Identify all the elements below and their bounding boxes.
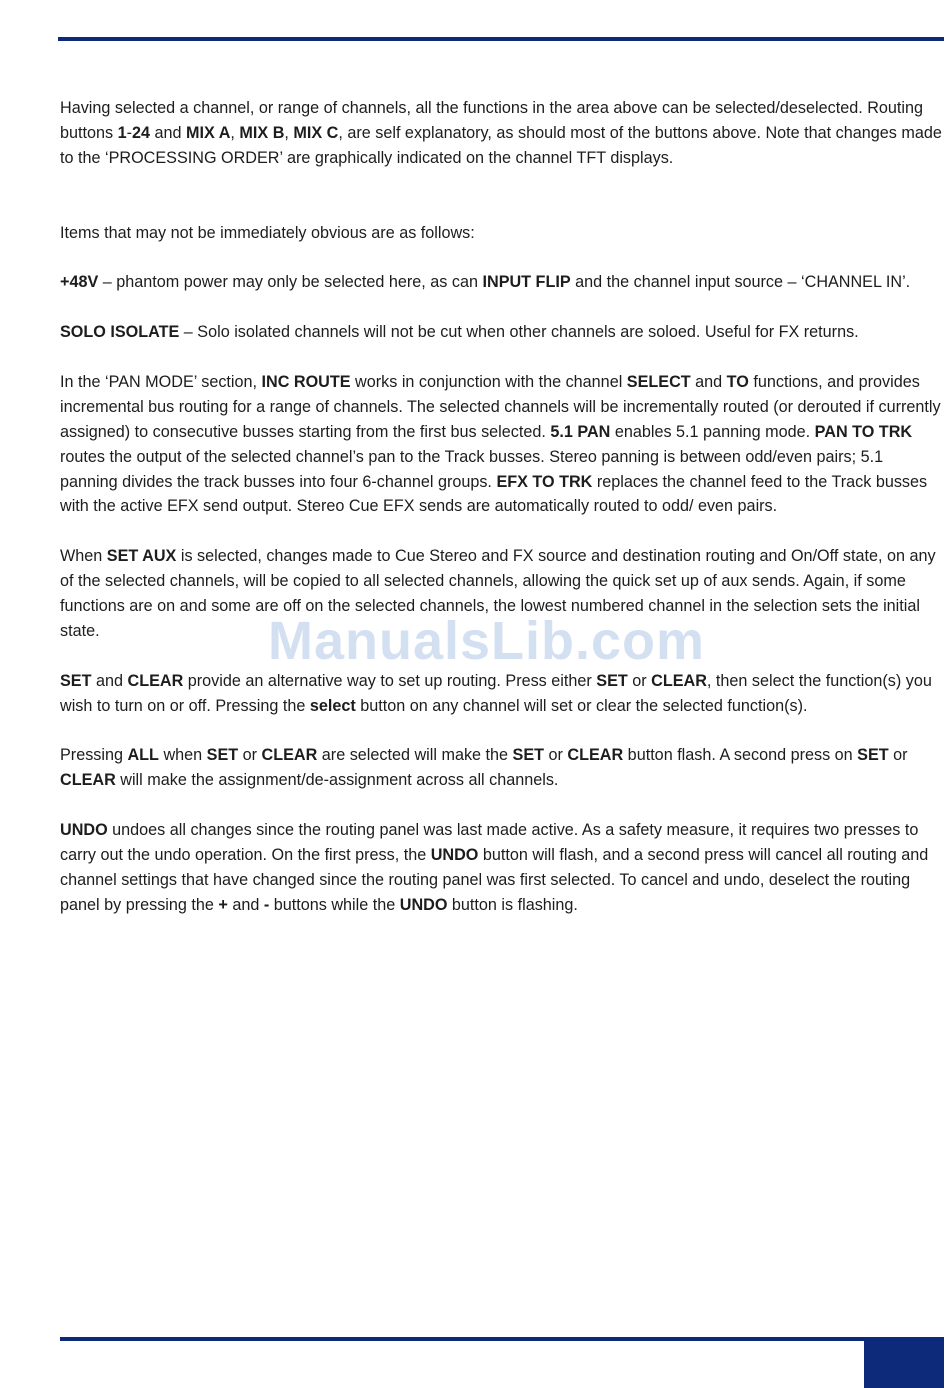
bold-term: SET: [512, 746, 545, 765]
text: , are self explanatory, as should most of the buttons above. Note that changes made to the ‘PROCESSING ORDER’ are graphically indicated on the channel TFT displays.: [60, 123, 942, 167]
paragraph-solo-isolate: [60, 320, 944, 345]
bold-term: 1: [117, 123, 127, 142]
bold-term: CLEAR: [127, 671, 184, 690]
text: button on any channel will set or clear the selected function(s).: [355, 696, 808, 715]
text: button flash. A second press on: [623, 746, 858, 765]
bold-term: UNDO: [399, 895, 448, 914]
text: or: [238, 746, 262, 765]
text: enables 5.1 panning mode.: [610, 422, 815, 441]
footer-rule: [60, 1337, 864, 1341]
bold-term: SET: [60, 671, 92, 690]
bold-term: CLEAR: [567, 746, 624, 765]
text: routes the output of the selected channel’s pan to the Track busses. Stereo panning is between odd/even pairs; 5.1 panning divides the track busses into four 6-channel groups.: [60, 447, 884, 491]
header-rule: [58, 37, 944, 41]
text: Items that may not be immediately obvious are as follows:: [60, 223, 475, 242]
text: and the channel input source – ‘CHANNEL IN’.: [570, 273, 911, 292]
paragraph-pan-mode: [60, 370, 944, 519]
paragraph-set-aux: [60, 544, 944, 644]
bold-term: +48V: [60, 273, 99, 292]
text: Pressing: [60, 746, 128, 765]
text: and: [227, 895, 264, 914]
text: ,: [230, 123, 240, 142]
text: buttons while the: [269, 895, 400, 914]
text: Having selected a channel, or range of channels, all the functions in the area above can be selected/deselected. Routing buttons: [60, 99, 924, 142]
watermark-logo: ManualsLib.com: [268, 611, 706, 671]
text: or: [627, 671, 652, 690]
paragraph-48v: [60, 270, 944, 295]
text: when: [158, 746, 207, 765]
bold-term: EFX TO TRK: [496, 472, 593, 491]
text: , then select the function(s) you wish to turn on or off. Pressing the: [60, 671, 932, 715]
bold-term: SET AUX: [106, 547, 177, 566]
bold-term: SET: [596, 671, 628, 690]
text: is selected, changes made to Cue Stereo and FX source and destination routing and On/Off state, on any of the selected channels, will be copied to all selected channels, allowing the quick set up of aux sends. Again, if some functions are on and some are off on the selected channels, the lowest numbered channel in the selection sets the initial state.: [60, 547, 936, 640]
paragraph-items: [60, 221, 944, 246]
text: replaces the channel feed to the Track busses with the active EFX send output. Stereo Cue EFX sends are automatically routed to odd/ even pairs.: [60, 472, 928, 516]
bold-term: INC ROUTE: [261, 372, 351, 391]
text: button is flashing.: [447, 895, 578, 914]
bold-term: SET: [206, 746, 239, 765]
text: -: [126, 123, 133, 142]
text: When: [60, 547, 107, 566]
bold-term: +: [218, 895, 228, 914]
bold-term: MIX B: [239, 123, 285, 142]
text: or: [888, 746, 908, 765]
text: and: [91, 671, 128, 690]
bold-term: SET: [857, 746, 889, 765]
bold-term: -: [263, 895, 270, 914]
text: or: [544, 746, 568, 765]
bold-term: 5.1 PAN: [550, 422, 611, 441]
bold-term: 24: [132, 123, 151, 142]
paragraph-undo: [60, 818, 944, 918]
text: In the ‘PAN MODE’ section,: [60, 372, 262, 391]
text: will make the assignment/de-assignment across all channels.: [115, 771, 559, 790]
bold-term: CLEAR: [261, 746, 318, 765]
body-text: [60, 96, 944, 918]
page-number-tab: [864, 1337, 944, 1388]
bold-term: INPUT FLIP: [482, 273, 571, 292]
text: undoes all changes since the routing panel was last made active. As a safety measure, it requires two presses to carry out the undo operation. On the first press, the: [60, 821, 919, 865]
bold-term: MIX A: [186, 123, 231, 142]
bold-term: UNDO: [60, 821, 108, 840]
bold-term: UNDO: [430, 846, 479, 865]
bold-term: MIX C: [293, 123, 339, 142]
text: functions, and provides incremental bus routing for a range of channels. The selected channels will be incrementally routed (or derouted if currently assigned) to consecutive busses starting from the first bus selected.: [60, 372, 941, 441]
bold-term: PAN TO TRK: [814, 422, 913, 441]
paragraph-set-clear: [60, 669, 944, 719]
bold-term: TO: [726, 372, 749, 391]
paragraph-intro: [60, 96, 944, 171]
text: are selected will make the: [317, 746, 513, 765]
text: button will flash, and a second press will cancel all routing and channel settings that have changed since the routing panel was first selected. To cancel and undo, deselect the routing panel by pressing the: [60, 846, 929, 914]
bold-term: SELECT: [626, 372, 691, 391]
bold-term: CLEAR: [60, 771, 116, 790]
paragraph-all: [60, 743, 944, 793]
text: and: [690, 372, 727, 391]
text: works in conjunction with the channel: [350, 372, 627, 391]
bold-term: select: [309, 696, 356, 715]
bold-term: ALL: [127, 746, 159, 765]
bold-term: SOLO ISOLATE: [60, 323, 180, 342]
text: – phantom power may only be selected here, as can: [98, 273, 483, 292]
text: and: [150, 123, 187, 142]
bold-term: CLEAR: [651, 671, 707, 690]
text: ,: [284, 123, 294, 142]
text: – Solo isolated channels will not be cut when other channels are soloed. Useful for FX returns.: [179, 323, 859, 342]
text: provide an alternative way to set up routing. Press either: [183, 671, 597, 690]
